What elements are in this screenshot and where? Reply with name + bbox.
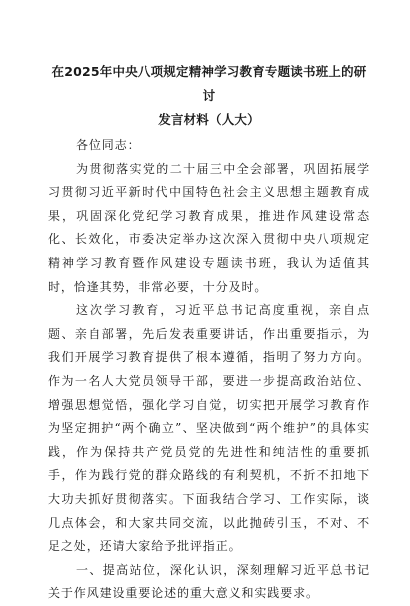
title-line-1: 在2025年中央八项规定精神学习教育专题读书班上的研讨: [51, 64, 367, 103]
greeting: 各位同志：: [76, 138, 141, 152]
paragraph-1: 为贯彻落实党的二十届三中全会部署，巩固拓展学习贯彻习近平新时代中国特色社会主义思想主题教育成果，巩固深化党纪学习教育成果，推进作风建设常态化、长效化，市委决定举办这次深入贯彻中央八项规定精神学习教育暨作风建设专题读书班，我认为适值其时，恰逢其势，非常必要，十分及时。: [48, 161, 370, 294]
paragraph-3: 一、提高站位，深化认识，深刻理解习近平总书记关于作风建设重要论述的重大意义和实践要求。: [48, 562, 370, 601]
paragraph-2: 这次学习教育，习近平总书记高度重视，亲自点题、亲自部署，先后发表重要讲话，作出重要指示，为我们开展学习教育提供了根本遵循，指明了努力方向。作为一名人大党员领导干部，要进一步提高政治站位、增强思想觉悟，强化学习自觉，切实把开展学习教育作为坚定拥护“两个确立”、坚决做到“两个维护”的具体实践，作为保持共产党员党的先进性和纯洁性的重要抓手，作为践行党的群众路线的有利契机，不折不扣地下大功夫抓好贯彻落实。下面我结合学习、工作实际，谈几点体会，和大家共同交流，以此抛砖引玉，不对、不足之处，还请大家给予批评指正。: [48, 303, 370, 554]
title-line-2: 发言材料（人大）: [158, 112, 260, 127]
document-title: [48, 60, 370, 132]
